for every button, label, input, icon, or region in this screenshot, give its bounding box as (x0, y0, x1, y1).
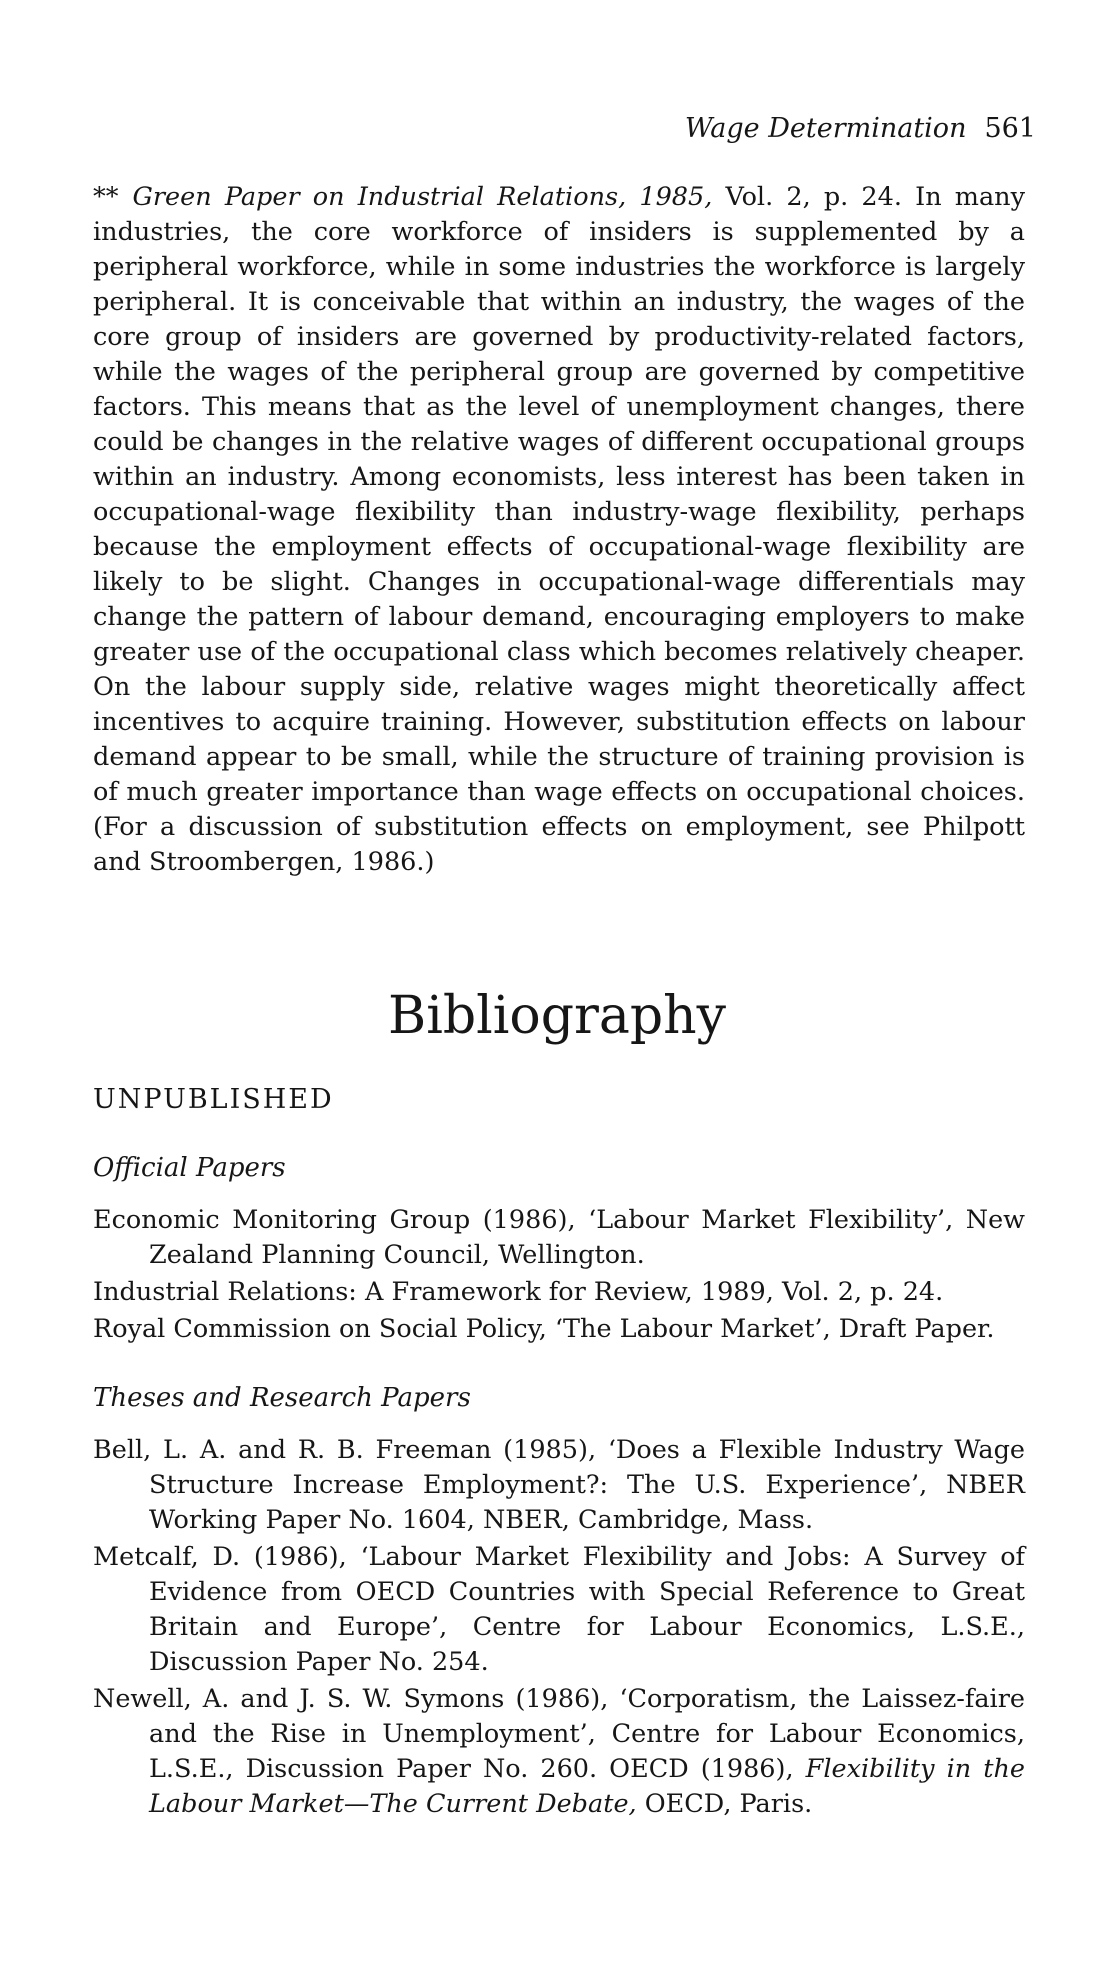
footnote-text: Vol. 2, p. 24. In many industries, the core workforce of insiders is supplemented by a peripheral workforce, while in some industries the workforce is largely peripheral. It is conceivable that within an industry, the wages of the core group of insiders are governed by productivity-related factors, while the wages of the peripheral group are governed by competitive factors. This means that as the level of unemployment changes, there could be changes in the relative wages of different occupational groups within an industry. Among economists, less interest has been taken in occupational-wage flexibility than industry-wage flexibility, perhaps because the employment effects of occupational-wage flexibility are likely to be slight. Changes in occupational-wage differentials may change the pattern of labour demand, encouraging employers to make greater use of the occupational class which becomes relatively cheaper. On the labour supply side, relative wages might theoretically affect incentives to acquire training. However, substitution effects on labour demand appear to be small, while the structure of training provision is of much greater importance than wage effects on occupational choices. (For a discussion of substitution effects on employment, see Philpott and Stroombergen, 1986.) (93, 182, 1025, 877)
bibliography-title: Bibliography (388, 986, 726, 1046)
bibliography-entry: Bell, L. A. and R. B. Freeman (1985), ‘Does a Flexible Industry Wage Structure Increase Employment?: The U.S. Experience’, NBER Working Paper No. 1604, NBER, Cambridge, Mass. (93, 1435, 1025, 1535)
bibliography-entry (93, 1682, 1025, 1822)
section-heading-unpublished: UNPUBLISHED (93, 1084, 334, 1115)
running-title: Wage Determination (684, 113, 967, 144)
bibliography-entry: Metcalf, D. (1986), ‘Labour Market Flexibility and Jobs: A Survey of Evidence from OECD Countries with Special Reference to Great Britain and Europe’, Centre for Labour Economics, L.S.E., Discussion Paper No. 254. (93, 1542, 1025, 1677)
bibliography-entry: Economic Monitoring Group (1986), ‘Labour Market Flexibility’, New Zealand Planning Council, Wellington. (93, 1205, 1025, 1270)
entry-italic-title: Flexibility in the Labour Market—The Current Debate, (149, 1754, 1025, 1819)
footnote-marker: ** (93, 182, 119, 212)
entry-text: Newell, A. and J. S. W. Symons (1986), ‘Corporatism, the Laissez-faire and the Rise in Unemployment’, Centre for Labour Economics, L.S.E., Discussion Paper No. 260. OECD (1986), (93, 1684, 1025, 1784)
page-number: 561 (984, 113, 1036, 144)
entry-tail: OECD, Paris. (636, 1789, 813, 1819)
footnote-paragraph (93, 180, 1025, 880)
running-head (685, 112, 1036, 146)
official-papers-list (93, 1203, 1025, 1349)
subheading-official-papers: Official Papers (93, 1153, 286, 1183)
footnote-source-title: Green Paper on Industrial Relations, 1985, (132, 182, 713, 212)
theses-list (93, 1433, 1025, 1824)
subheading-theses: Theses and Research Papers (93, 1383, 471, 1413)
bibliography-entry: Royal Commission on Social Policy, ‘The Labour Market’, Draft Paper. (93, 1314, 995, 1344)
bibliography-entry: Industrial Relations: A Framework for Review, 1989, Vol. 2, p. 24. (93, 1277, 944, 1307)
